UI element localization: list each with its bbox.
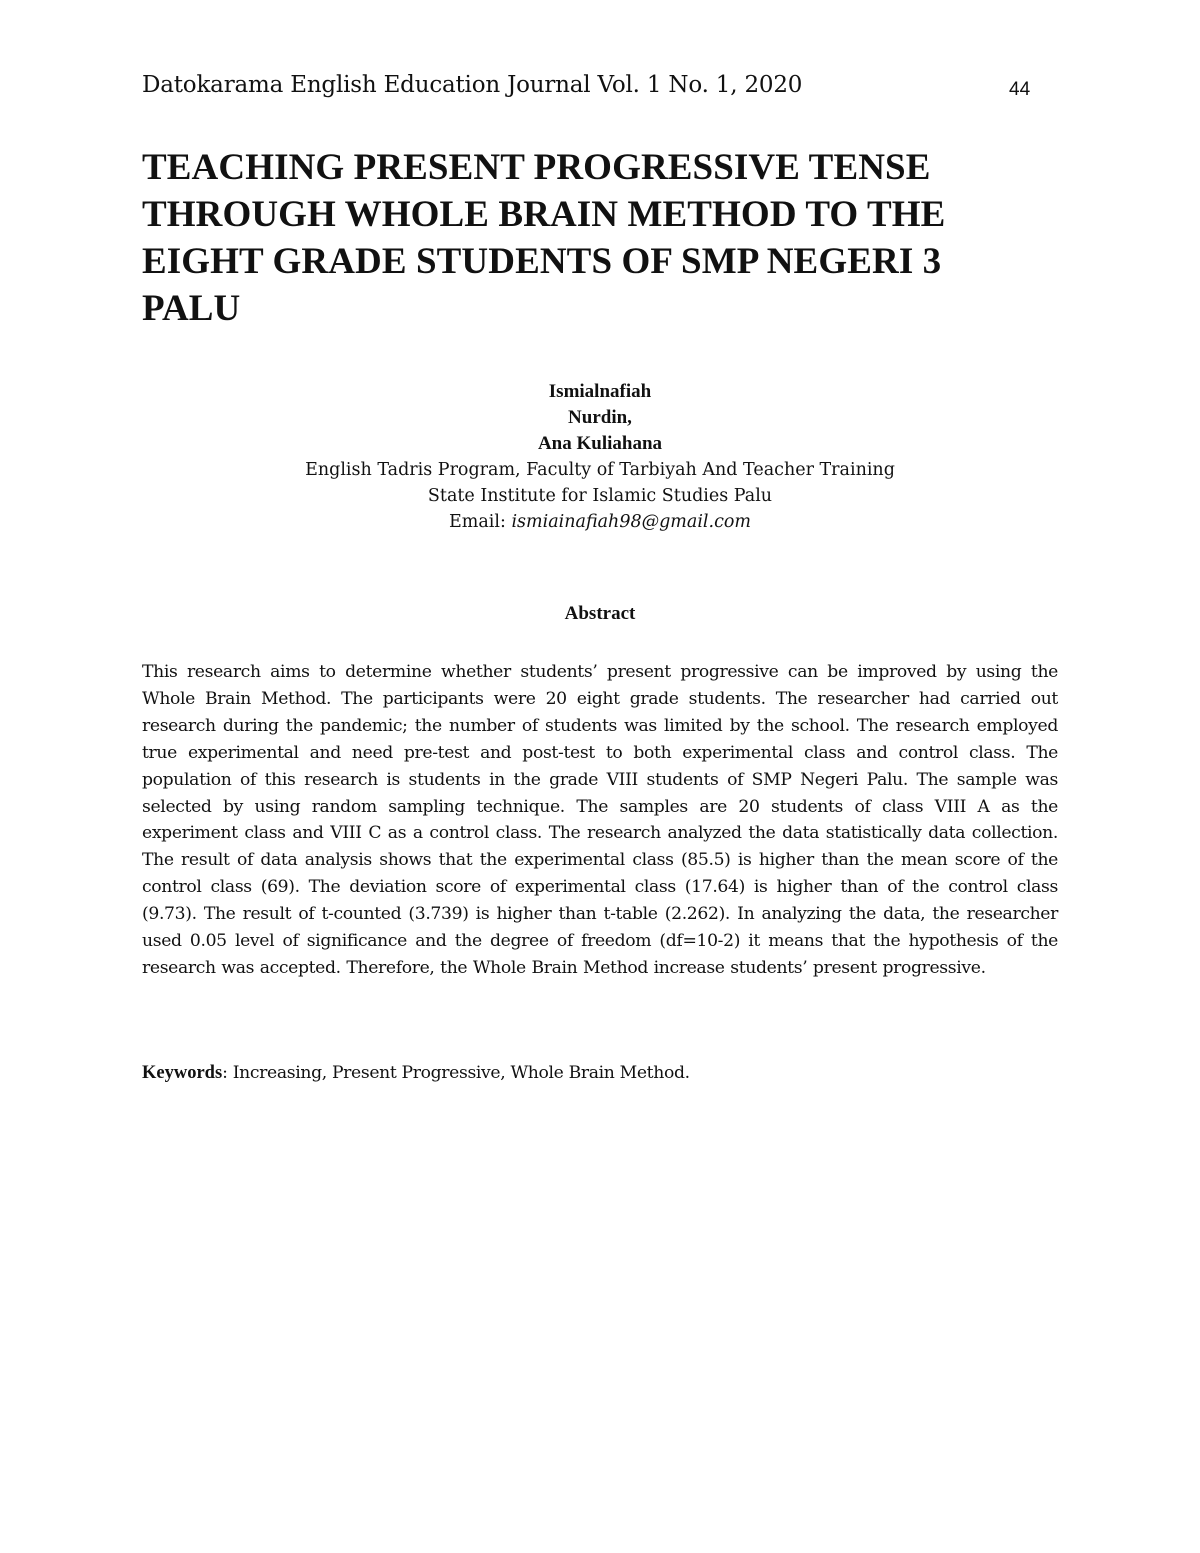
keywords-label: Keywords bbox=[142, 1063, 223, 1083]
author-name: Nurdin, bbox=[568, 407, 632, 428]
email-address: ismiainafiah98@gmail.com bbox=[511, 512, 752, 532]
author-name: Ana Kuliahana bbox=[537, 433, 663, 454]
author-name: Ismialnafiah bbox=[548, 381, 652, 402]
keywords-line bbox=[142, 1060, 1058, 1086]
paper-title: TEACHING PRESENT PROGRESSIVE TENSE THROUGH WHOLE BRAIN METHOD TO THE EIGHT GRADE STUDENTS OF SMP NEGERI 3 PALU bbox=[142, 147, 946, 329]
author-block bbox=[140, 379, 1060, 535]
keywords-separator: : bbox=[222, 1063, 233, 1083]
page-number: 44 bbox=[1009, 79, 1031, 100]
email-line bbox=[140, 509, 1060, 535]
affiliation-program: English Tadris Program, Faculty of Tarbiyah And Teacher Training bbox=[305, 460, 895, 480]
journal-running-head: Datokarama English Education Journal Vol. 1 No. 1, 2020 bbox=[142, 72, 803, 98]
email-label: Email: bbox=[448, 512, 512, 532]
affiliation-institute: State Institute for Islamic Studies Palu bbox=[427, 486, 773, 506]
abstract-text: This research aims to determine whether students’ present progressive can be improved by using the Whole Brain Method. The participants were 20 eight grade students. The researcher had carried out research during the pandemic; the number of students was limited by the school. The research employed true experimental and need pre-test and post-test to both experimental class and control class. The population of this research is students in the grade VIII students of SMP Negeri Palu. The sample was selected by using random sampling technique. The samples are 20 students of class VIII A as the experiment class and VIII C as a control class. The research analyzed the data statistically data collection. The result of data analysis shows that the experimental class (85.5) is higher than the mean score of the control class (69). The deviation score of experimental class (17.64) is higher than of the control class (9.73). The result of t-counted (3.739) is higher than t-table (2.262). In analyzing the data, the researcher used 0.05 level of significance and the degree of freedom (df=10-2) it means that the hypothesis of the research was accepted. Therefore, the Whole Brain Method increase students’ present progressive. bbox=[142, 662, 1058, 978]
abstract-heading: Abstract bbox=[564, 603, 636, 624]
keywords-value: Increasing, Present Progressive, Whole Brain Method. bbox=[232, 1063, 690, 1083]
